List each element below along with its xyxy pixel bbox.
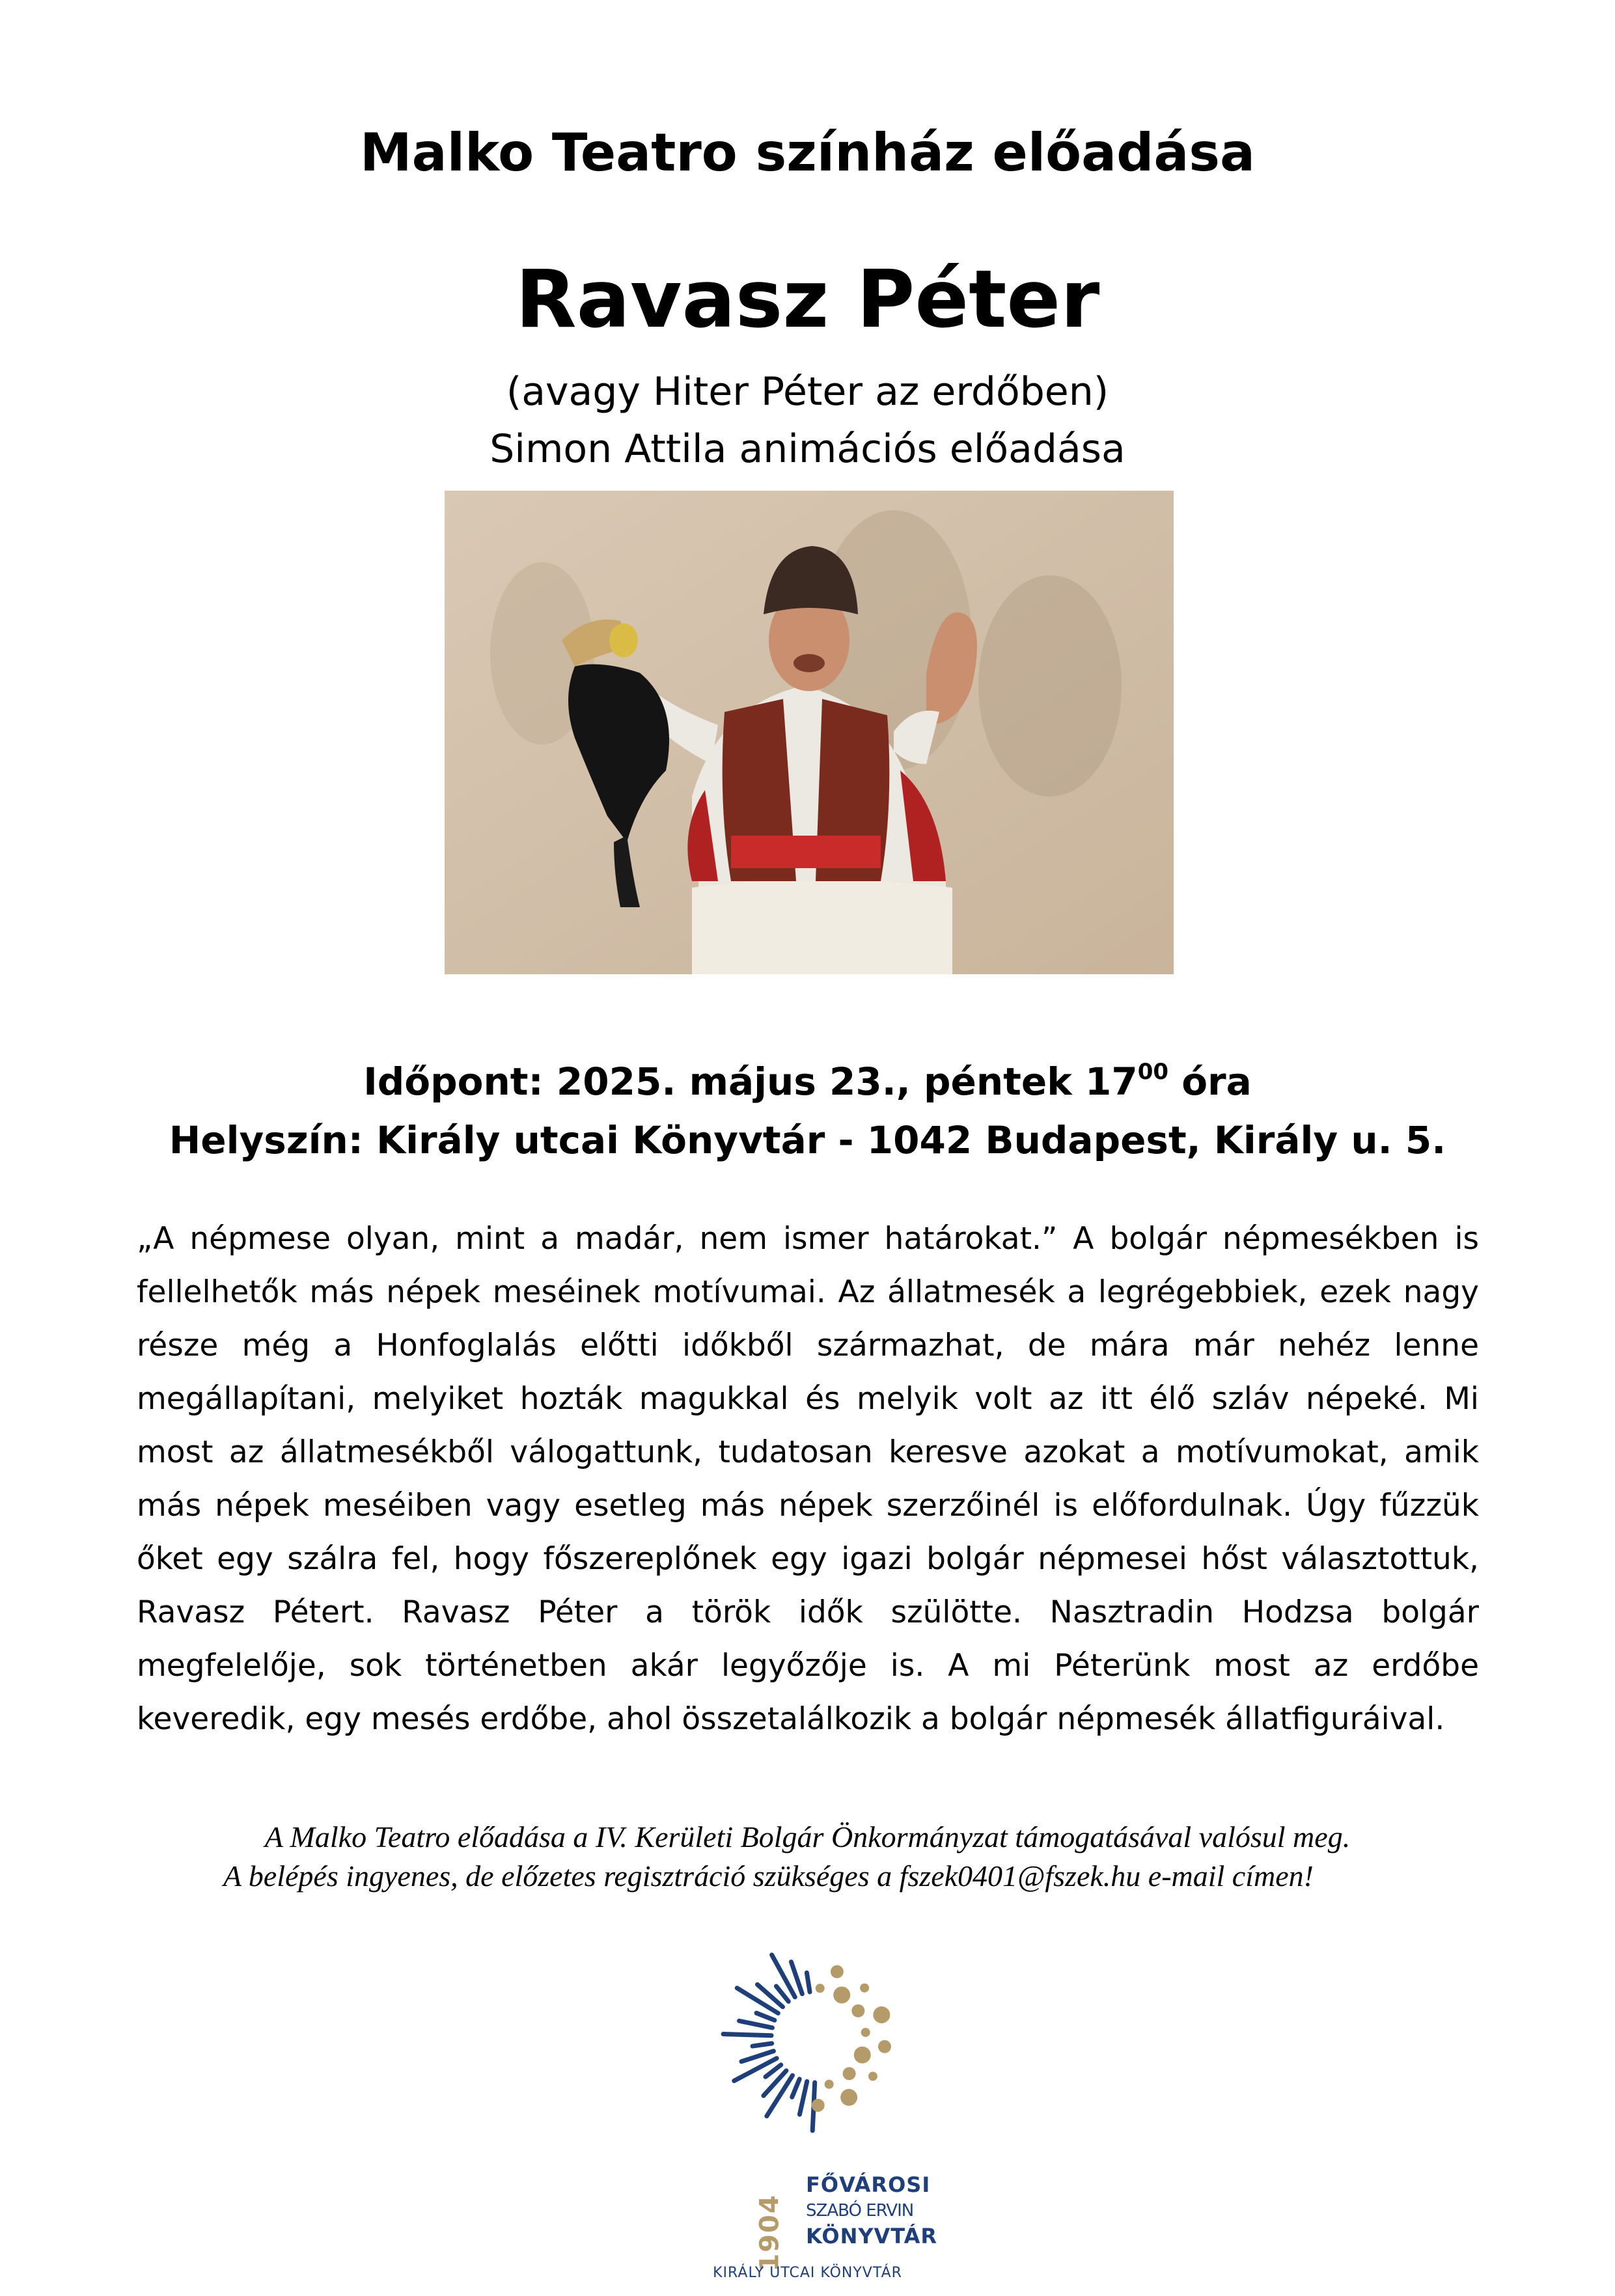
organizer-heading: Malko Teatro színház előadása xyxy=(360,122,1255,183)
registration-note: A belépés ingyenes, de előzetes regisztráció szükséges a fszek0401@fszek.hu e-mail címen! xyxy=(223,1859,1314,1893)
description-paragraph: „A népmese olyan, mint a madár, nem ismer határokat.” A bolgár népmesékben is fellelhetők más népek meséinek motívumai. Az állatmesék a legrégebbiek, ezek nagy része még a Honfoglalás előtti időkből származhat, de mára már nehéz lenne megállapítani, melyiket hozták magukkal és melyik volt az itt élő szláv népeké. Mi most az állatmesékből válogattunk, tudatosan keresve azokat a motívumokat, amik más népek meséiben vagy esetleg más népek szerzőinél is előfordulnak. Úgy fűzzük őket egy szálra fel, hogy főszereplőnek egy igazi bolgár népmesei hőst választottuk, Ravasz Pétert. Ravasz Péter a török idők szülötte. Nasztradin Hodzsa bolgár megfelelője, sok történetben akár legyőzője is. A mi Péterünk most az erdőbe keveredik, egy mesés erdőbe, ahol összetalálkozik a bolgár népmesék állatfiguráival. xyxy=(137,1221,1479,1737)
logo-dot xyxy=(878,2040,891,2053)
logo-dot xyxy=(843,2067,856,2080)
logo-name-line-3: KÖNYVTÁR xyxy=(806,2224,938,2248)
logo-dot xyxy=(861,2028,870,2037)
logo-dot xyxy=(831,1965,844,1978)
subtitle-line-2: Simon Attila animációs előadása xyxy=(490,426,1125,472)
event-venue: Helyszín: Király utcai Könyvtár - 1042 Budapest, Király u. 5. xyxy=(169,1118,1446,1162)
logo-dot xyxy=(833,1986,850,2003)
logo-dot xyxy=(868,2071,877,2081)
support-note: A Malko Teatro előadása a IV. Kerületi Bolgár Önkormányzat támogatásával valósul meg. xyxy=(264,1820,1351,1853)
event-time-suffix: óra xyxy=(1168,1059,1252,1104)
logo-dot xyxy=(851,2004,864,2017)
logo-name-line-1: FŐVÁROSI xyxy=(806,2172,931,2197)
logo-branch: KIRÁLY UTCAI KÖNYVTÁR xyxy=(713,2265,902,2281)
event-time-superscript: 00 xyxy=(1137,1058,1169,1085)
logo-ray xyxy=(776,1986,788,2001)
logo-ray xyxy=(723,2034,771,2035)
logo-dot xyxy=(825,2080,834,2089)
logo-dot xyxy=(873,2006,890,2023)
logo-ray xyxy=(756,2013,775,2020)
logo-dot xyxy=(816,1984,825,1993)
logo-name xyxy=(806,2170,937,2250)
logo-ray xyxy=(767,2075,793,2116)
logo-name-line-2: SZABÓ ERVIN xyxy=(806,2201,914,2221)
logo-year-text: 1904 xyxy=(754,2194,785,2272)
performer-photo xyxy=(445,491,1174,974)
logo-ray xyxy=(807,1973,810,1992)
logo-dot xyxy=(812,2099,825,2112)
logo-ray xyxy=(739,2021,773,2028)
subtitle-line-1: (avagy Hiter Péter az erdőben) xyxy=(506,369,1109,415)
event-date-text: Időpont: 2025. május 23., péntek 17 xyxy=(363,1059,1138,1104)
page-title: Ravasz Péter xyxy=(515,253,1100,346)
logo-dot xyxy=(840,2089,857,2106)
logo-dot xyxy=(854,2047,871,2064)
logo-ray xyxy=(792,2079,799,2098)
logo-ray xyxy=(766,2065,781,2077)
logo-dot xyxy=(860,1984,869,1993)
library-logo-mark xyxy=(719,1923,915,2157)
event-date xyxy=(0,1056,1615,1108)
logo-ray xyxy=(799,2081,807,2114)
logo-ray xyxy=(737,1988,778,2014)
logo-ray xyxy=(752,2043,772,2046)
